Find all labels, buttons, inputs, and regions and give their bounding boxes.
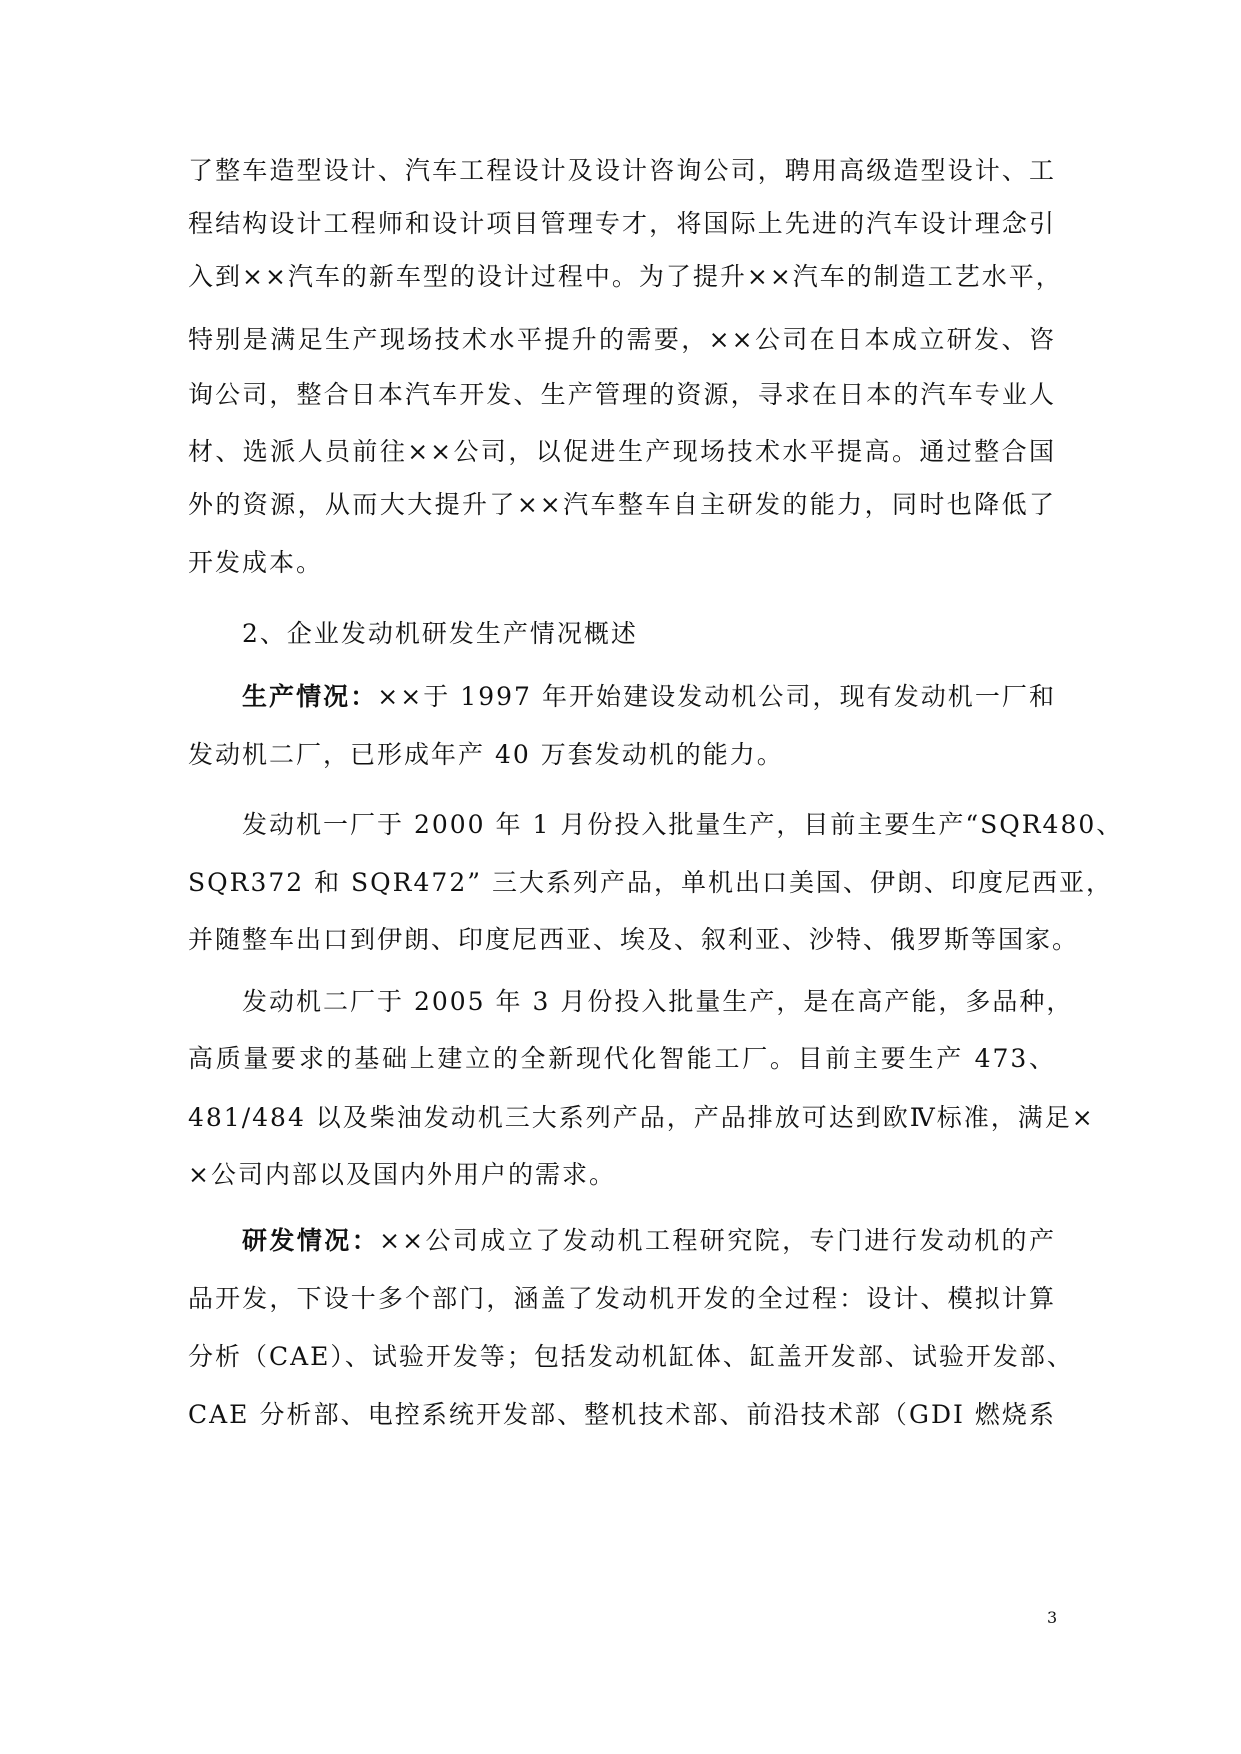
page-number: 3: [1047, 1608, 1058, 1627]
paragraph-line: 开发成本。: [188, 548, 324, 577]
paragraph-line: 品开发，下设十多个部门，涵盖了发动机开发的全过程：设计、模拟计算: [188, 1284, 1056, 1313]
paragraph-line: 入到××汽车的新车型的设计过程中。为了提升××汽车的制造工艺水平，: [188, 262, 1063, 291]
section-heading: 2、企业发动机研发生产情况概述: [242, 619, 638, 648]
paragraph-line: 发动机二厂，已形成年产 40 万套发动机的能力。: [188, 740, 784, 769]
paragraph-line: 程结构设计工程师和设计项目管理专才，将国际上先进的汽车设计理念引: [188, 209, 1056, 238]
paragraph-line: 分析（CAE）、试验开发等；包括发动机缸体、缸盖开发部、试验开发部、: [188, 1342, 1074, 1371]
paragraph-line: 材、选派人员前往××公司，以促进生产现场技术水平提高。通过整合国: [188, 437, 1056, 466]
paragraph-line: 发动机一厂于 2000 年 1 月份投入批量生产，目前主要生产“SQR480、: [242, 810, 1124, 839]
production-text: ××于 1997 年开始建设发动机公司，现有发动机一厂和: [377, 682, 1056, 711]
paragraph-line: ×公司内部以及国内外用户的需求。: [188, 1160, 616, 1189]
production-label: 生产情况：: [242, 682, 378, 711]
paragraph-line: 询公司，整合日本汽车开发、生产管理的资源，寻求在日本的汽车专业人: [188, 380, 1056, 409]
paragraph-line: CAE 分析部、电控系统开发部、整机技术部、前沿技术部（GDI 燃烧系: [188, 1400, 1056, 1429]
paragraph-line: 特别是满足生产现场技术水平提升的需要，××公司在日本成立研发、咨: [188, 325, 1056, 354]
paragraph-line: 481/484 以及柴油发动机三大系列产品，产品排放可达到欧Ⅳ标准，满足×: [188, 1103, 1095, 1132]
paragraph-line: SQR372 和 SQR472” 三大系列产品，单机出口美国、伊朗、印度尼西亚，: [188, 868, 1113, 897]
rnd-label: 研发情况：: [242, 1226, 380, 1255]
paragraph-line: 外的资源，从而大大提升了××汽车整车自主研发的能力，同时也降低了: [188, 490, 1056, 519]
paragraph-line: [242, 1226, 1056, 1256]
paragraph-line: [242, 682, 1056, 712]
paragraph-line: 发动机二厂于 2005 年 3 月份投入批量生产，是在高产能，多品种，: [242, 987, 1074, 1016]
rnd-text: ××公司成立了发动机工程研究院，专门进行发动机的产: [379, 1226, 1056, 1255]
paragraph-line: 高质量要求的基础上建立的全新现代化智能工厂。目前主要生产 473、: [188, 1044, 1056, 1073]
paragraph-line: 并随整车出口到伊朗、印度尼西亚、埃及、叙利亚、沙特、俄罗斯等国家。: [188, 925, 1080, 954]
paragraph-line: 了整车造型设计、汽车工程设计及设计咨询公司，聘用高级造型设计、工: [188, 156, 1056, 185]
